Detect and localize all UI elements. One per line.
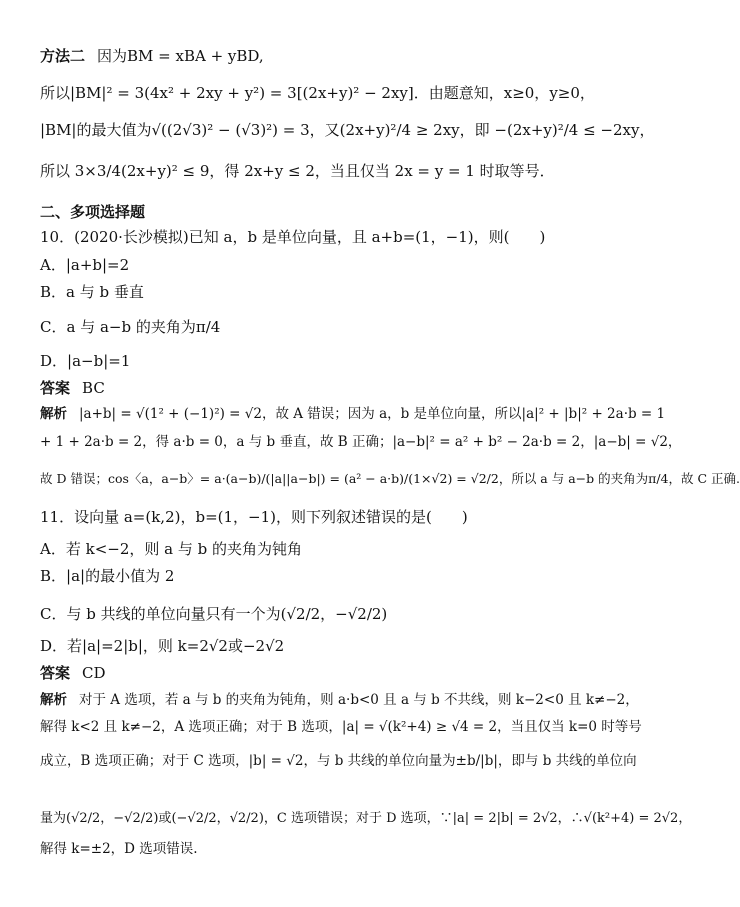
section-title: 二、多项选择题 <box>40 203 146 221</box>
q11-answer: CD <box>82 664 106 682</box>
q10-answer-label: 答案 <box>40 379 71 397</box>
q10-analysis-line-2: + 1 + 2a·b = 2，得 a·b = 0，a 与 b 垂直，故 B 正确；|a−b|² = a² + b² − 2a·b = 2，|a−b| = √2， <box>40 434 682 450</box>
q11-analysis-text-1: 对于 A 选项，若 a 与 b 的夹角为钝角，则 a·b<0 且 a 与 b 不共线，则 k−2<0 且 k≠−2， <box>79 692 639 708</box>
q11-analysis-line-1 <box>40 691 639 709</box>
q10-option-c: C．a 与 a−b 的夹角为π/4 <box>40 318 221 336</box>
q11-answer-label: 答案 <box>40 664 71 682</box>
q11-analysis-line-3: 成立，B 选项正确；对于 C 选项，|b| = √2，与 b 共线的单位向量为±b/|b|，即与 b 共线的单位向 <box>40 753 637 769</box>
q10-answer-line <box>40 379 105 397</box>
q11-analysis-line-4: 量为(√2/2，−√2/2)或(−√2/2，√2/2)，C 选项错误；对于 D 选项，∵|a| = 2|b| = 2√2，∴√(k²+4) = 2√2， <box>40 811 692 826</box>
q11-option-b: B．|a|的最小值为 2 <box>40 567 175 585</box>
q10-analysis-line-3: 故 D 错误；cos〈a，a−b〉= a·(a−b)/(|a||a−b|) = (a² − a·b)/(1×√2) = √2/2，所以 a 与 a−b 的夹角为π/4，故 C 正确. <box>40 471 740 486</box>
q11-stem: 11．设向量 a=(k,2)，b=(1，−1)，则下列叙述错误的是( ) <box>40 508 468 526</box>
q11-option-c: C．与 b 共线的单位向量只有一个为(√2/2，−√2/2) <box>40 605 388 623</box>
q11-answer-line <box>40 664 106 682</box>
q10-answer: BC <box>82 379 105 397</box>
method-two-line <box>40 47 264 65</box>
q10-analysis-label: 解析 <box>40 406 67 422</box>
q11-analysis-line-5: 解得 k=±2，D 选项错误. <box>40 841 198 857</box>
q10-stem: 10．(2020·长沙模拟)已知 a，b 是单位向量，且 a+b=(1，−1)，则( ) <box>40 228 546 246</box>
solution-line-2: 所以|BM|² = 3(4x² + 2xy + y²) = 3[(2x+y)² − 2xy]．由题意知，x≥0，y≥0， <box>40 84 595 102</box>
q10-option-a: A．|a+b|=2 <box>40 256 130 274</box>
solution-line-4: 所以 3×3/4(2x+y)² ≤ 9，得 2x+y ≤ 2，当且仅当 2x = y = 1 时取等号． <box>40 162 555 180</box>
method-label: 方法二 <box>40 47 86 65</box>
q10-analysis-text-1: |a+b| = √(1² + (−1)²) = √2，故 A 错误；因为 a，b 是单位向量，所以|a|² + |b|² + 2a·b = 1 <box>79 406 666 422</box>
q11-analysis-label: 解析 <box>40 692 67 708</box>
q11-analysis-line-2: 解得 k<2 且 k≠−2，A 选项正确；对于 B 选项，|a| = √(k²+4) ≥ √4 = 2，当且仅当 k=0 时等号 <box>40 719 642 735</box>
method-text: 因为BM = xBA + yBD, <box>97 47 264 65</box>
q10-analysis-line-1 <box>40 405 665 423</box>
solution-line-3: |BM|的最大值为√((2√3)² − (√3)²) = 3，又(2x+y)²/4 ≥ 2xy，即 −(2x+y)²/4 ≤ −2xy， <box>40 121 655 139</box>
q10-option-b: B．a 与 b 垂直 <box>40 283 144 301</box>
q11-option-a: A．若 k<−2，则 a 与 b 的夹角为钝角 <box>40 540 302 558</box>
q10-option-d: D．|a−b|=1 <box>40 352 131 370</box>
q11-option-d: D．若|a|=2|b|，则 k=2√2或−2√2 <box>40 637 285 655</box>
